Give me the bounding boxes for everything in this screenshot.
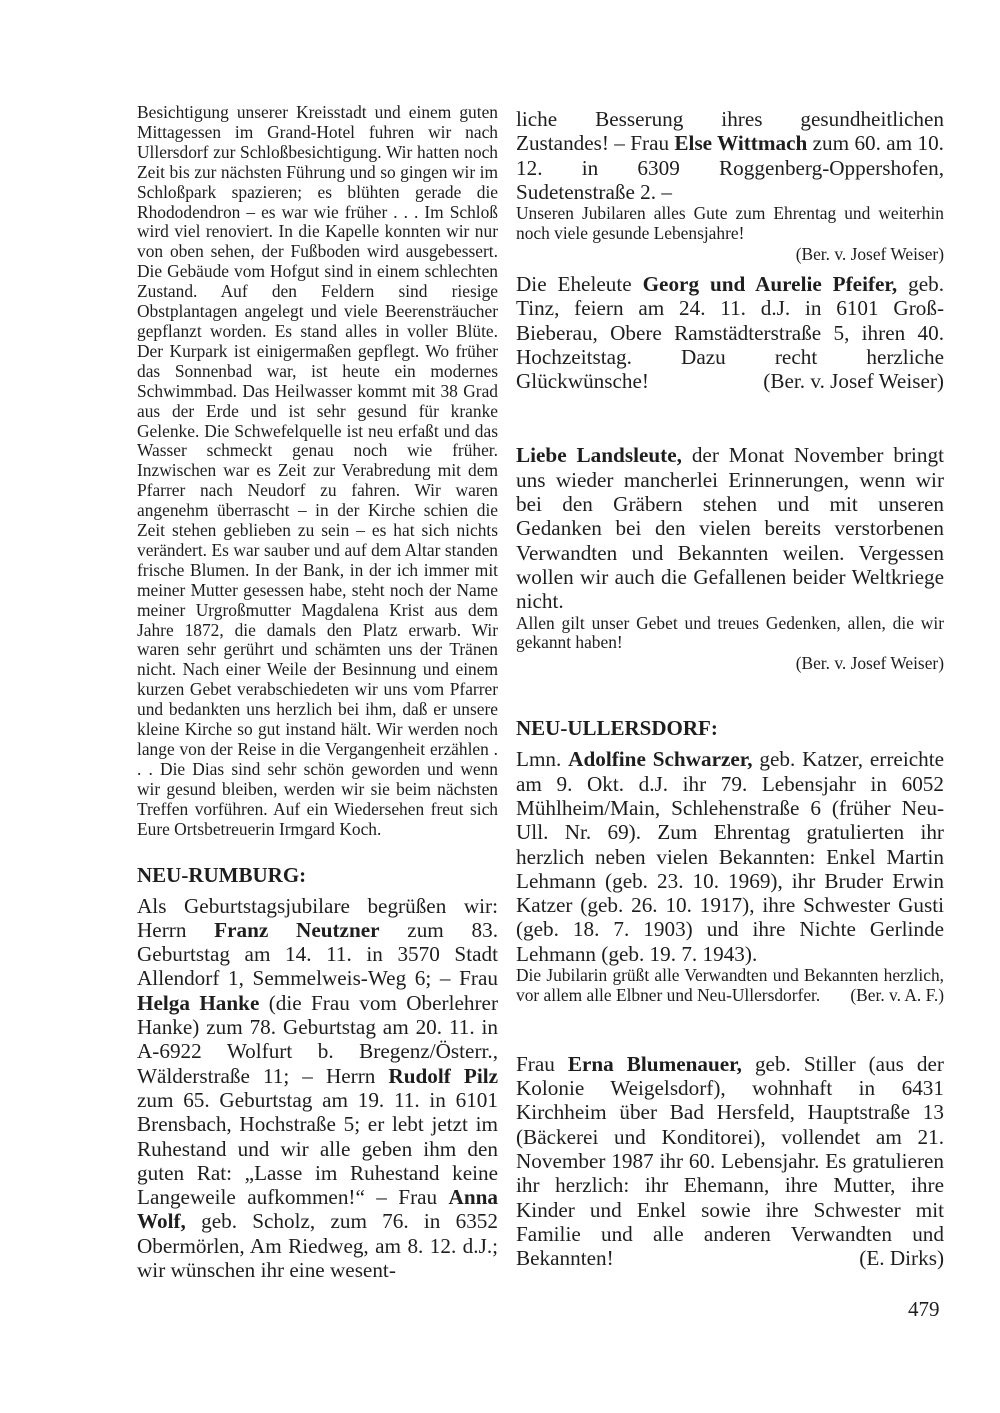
text: geb. Scholz, zum 76. in 6352 Obermörlen, Am Riedweg, am 8. 12. d.J.; wir wünschen ihr eine wesent- xyxy=(137,1209,498,1282)
name-bold: Anna Wolf, xyxy=(137,1185,498,1234)
continuation-paragraph xyxy=(516,107,944,204)
signature: (E. Dirks) xyxy=(859,1246,944,1271)
wishes-paragraph: Unseren Jubilaren alles Gute zum Ehrentag und weiterhin noch viele gesunde Lebensjahre! xyxy=(516,203,944,244)
text: geb. Katzer, erreichte am 9. Okt. d.J. ihr 79. Lebensjahr in 6052 Mühlheim/Main, Schlehenstraße 6 (früher Neu-Ull. Nr. 69). Zum Ehrentag gratulierten ihr herzlich neben vielen Bekannten: Enkel Martin Lehmann (geb. 23. 10. 1969), ihr Bruder Erwin Katzer (geb. 26. 10. 1917), ihre Schwester Gusti (geb. 18. 7. 1903) und ihre Nichte Gerlinde Lehmann (geb. 19. 7. 1943). xyxy=(516,747,944,966)
right-column xyxy=(516,107,944,1271)
schwarzer-small xyxy=(516,966,944,1006)
left-column xyxy=(137,103,498,1282)
name-bold: Helga Hanke xyxy=(137,990,260,1015)
neu-rumburg-paragraph xyxy=(137,894,498,1283)
text: Die Eheleute xyxy=(516,272,643,296)
name-bold: Liebe Landsleute, xyxy=(516,443,682,468)
name-bold: Erna Blumenauer, xyxy=(567,1051,742,1076)
signature: (Ber. v. Josef Weiser) xyxy=(763,369,944,394)
page-number: 479 xyxy=(908,1297,940,1321)
name-bold: Else Wittmach xyxy=(674,131,808,156)
text: der Monat November bringt uns wieder mancherlei Erinnerungen, wenn wir bei den Gräbern stehen und mit unseren Gedanken bei den vielen bereits verstorbenen Verwandten und Bekannten weilen. Vergessen wollen wir auch die Gefallenen beider Weltkriege nicht. xyxy=(516,443,944,614)
text: Die Jubilarin grüßt alle Verwandten und Bekannten herzlich, vor allem alle Elbner und Neu-Ullersdorfer. xyxy=(516,965,944,1005)
landsleute-paragraph xyxy=(516,443,944,613)
signature: (Ber. v. Josef Weiser) xyxy=(795,244,944,264)
text: zum 83. Geburtstag am 14. 11. in 3570 Stadt Allendorf 1, Semmelweis-Weg 6; – Frau xyxy=(137,917,498,991)
text: zum 60. am 10. 12. in 6309 Roggenberg-Oppershofen, Sudetenstraße 2. – xyxy=(516,131,944,204)
intro-paragraph: Besichtigung unserer Kreisstadt und einem guten Mittagessen im Grand-Hotel fuhren wir nach Ullersdorf zur Schloßbesichtigung. Wir hatten noch Zeit bis zur nächsten Führung und so gingen wir im Schloßpark spazieren; es blühten gerade die Rhododendron – es war wie früher . . . Im Schloß wird viel renoviert. In die Kapelle konnten wir nur von oben sehen, der Fußboden wird ausgebessert. Die Gebäude vom Hofgut sind in einem schlechten Zustand. Auf den Feldern sind riesige Obstplantagen angelegt und viele Beerensträucher gepflanzt worden. Es stand alles in voller Blüte. Der Kurpark ist einigermaßen gepflegt. Wo früher das Sonnenbad war, ist heute ein modernes Schwimmbad. Das Heilwasser kommt mit 38 Grad aus der Erde und ist sehr gesund für kranke Gelenke. Die Schwefelquelle ist neu erfaßt und das Wasser schmeckt genau noch wie früher. Inzwischen war es Zeit zur Verabredung mit dem Pfarrer nach Neudorf zu fahren. Wir waren angenehm überrascht – in der Kirche schien die Zeit stehen geblieben zu sein – es hat sich nichts verändert. Es war sauber und auf dem Altar standen frische Blumen. In der Bank, in der ich immer mit meiner Mutter gesessen habe, steht noch der Name meiner Urgroßmutter Magdalena Krist aus dem Jahre 1872, die damals den Platz erwarb. Wir waren sehr gerührt und schämten uns der Tränen nicht. Nach einer Weile der Besinnung und einem kurzen Gebet verabschiedeten wir uns vom Pfarrer und bedankten uns herzlich bei ihm, daß er unsere kleine Kirche so gut instand hält. Wir werden noch lange von der Reise in die Vergangenheit erzählen . . . Die Dias sind sehr schön geworden und wenn wir gesund bleiben, werden wir sie beim nächsten Treffen vorführen. Auf ein Wiedersehen freut sich Eure Ortsbetreuerin Irmgard Koch. xyxy=(137,102,498,839)
name-bold: Franz Neutzner xyxy=(214,917,380,942)
text: Als Geburtstagsjubilare begrüßen wir: Herrn xyxy=(137,893,498,942)
text: liche Besserung ihres gesundheitlichen Zustandes! – Frau xyxy=(516,107,944,156)
blumenauer-paragraph xyxy=(516,1052,944,1271)
name-bold: Adolfine Schwarzer, xyxy=(568,747,753,772)
name-bold: Rudolf Pilz xyxy=(388,1063,498,1088)
text: geb. Tinz, feiern am 24. 11. d.J. in 6101 Groß-Bieberau, Obere Ramstädterstraße 5, ihren 40. Hochzeitstag. Dazu recht herzliche Glückwünsche! xyxy=(516,272,944,394)
text: zum 65. Geburtstag am 19. 11. in 6101 Brensbach, Hochstraße 5; er lebt jetzt im Ruhestand und wir alle geben ihm den guten Rat: „Lasse im Ruhestand keine Langeweile aufkommen!“ – Frau xyxy=(137,1087,498,1210)
text: (die Frau vom Oberlehrer Hanke) zum 78. Geburtstag am 20. 11. in A-6922 Wolfurt b. Bregenz/Österr., Wälderstraße 11; – Herrn xyxy=(137,990,498,1088)
text: Frau xyxy=(516,1051,568,1076)
section-heading-neu-rumburg: NEU-RUMBURG: xyxy=(137,862,307,887)
signature: (Ber. v. Josef Weiser) xyxy=(795,653,944,674)
section-heading-neu-ullersdorf: NEU-ULLERSDORF: xyxy=(516,716,718,741)
text: Lmn. xyxy=(516,747,569,772)
name-bold: Georg und Aurelie Pfeifer, xyxy=(642,272,898,296)
signature: (Ber. v. A. F.) xyxy=(850,984,944,1005)
pfeifer-paragraph xyxy=(516,272,944,393)
schwarzer-paragraph xyxy=(516,747,944,966)
landsleute-small: Allen gilt unser Gebet und treues Gedenken, allen, die wir gekannt haben! xyxy=(516,612,944,653)
text: geb. Stiller (aus der Kolonie Weigelsdorf), wohnhaft in 6431 Kirchheim über Bad Hersfeld, Hauptstraße 13 (Bäckerei und Konditorei), vollendet am 21. November 1987 ihr 60. Lebensjahr. Es gratulieren ihr herzlich: ihr Ehemann, ihre Mutter, ihre Kinder und Enkel sowie ihre Schwester mit Familie und alle anderen Verwandten und Bekannten! xyxy=(516,1051,944,1271)
